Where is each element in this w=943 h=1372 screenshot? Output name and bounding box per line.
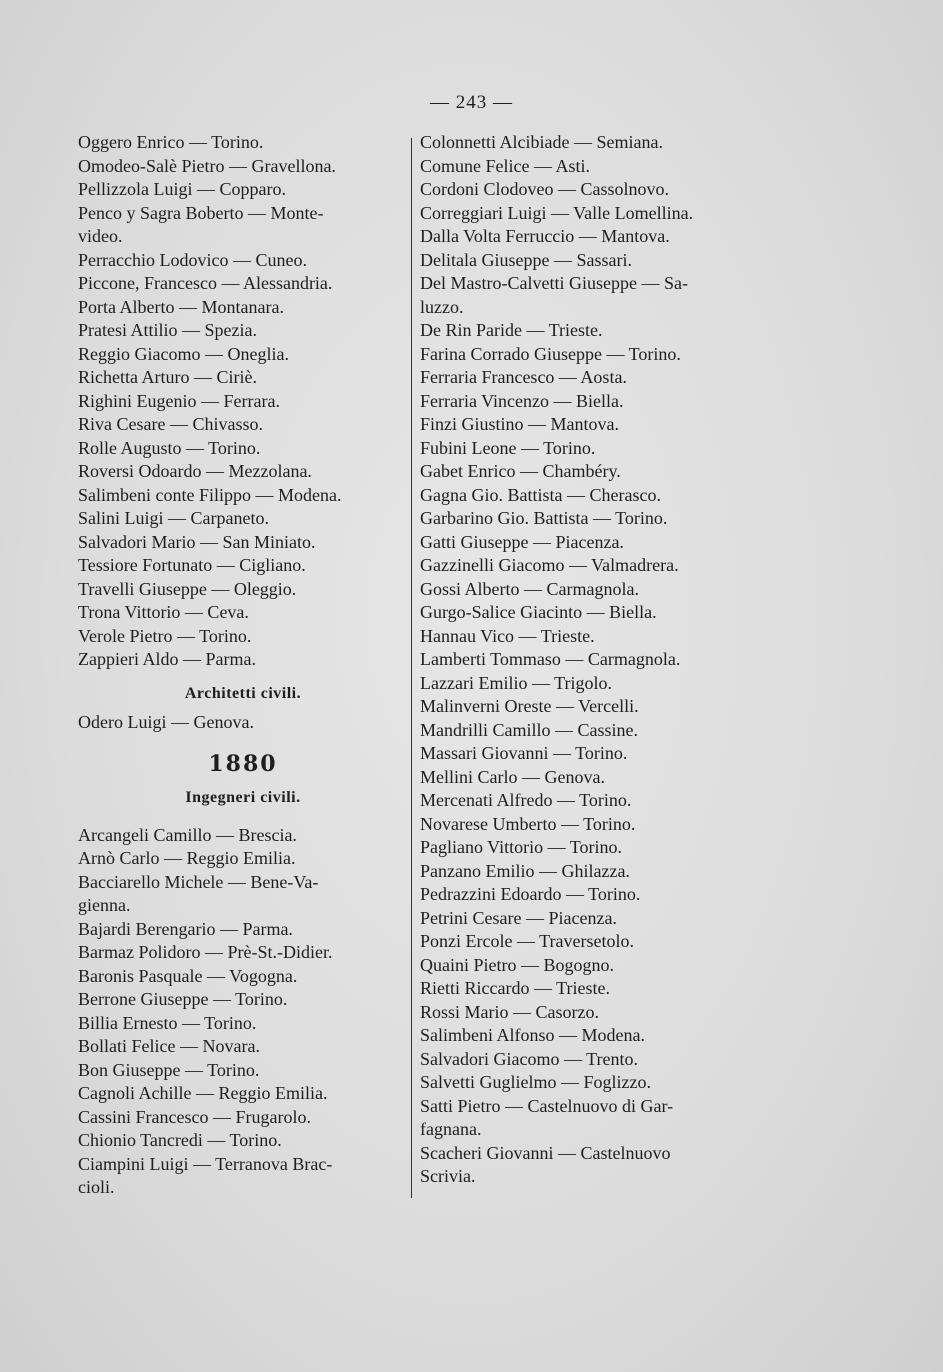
list-item [78,578,408,602]
entry-text: Quaini Pietro — Bogogno. [420,954,614,975]
architetti-heading: Architetti civili. [184,684,302,702]
entry-text: Mandrilli Camillo — Cassine. [420,719,638,740]
list-item [78,437,408,461]
list-item [78,413,408,437]
list-item [420,1142,750,1189]
entry-text: Massari Giovanni — Torino. [420,743,628,763]
list-item [420,554,750,578]
list-item [420,155,750,179]
entry-text: Finzi Giustino — Mantova. [420,414,619,434]
list-item [78,988,408,1012]
list-item [420,249,750,273]
list-item [420,1001,750,1025]
entry-text: Gagna Gio. Battista — Cherasco. [420,484,661,505]
list-item [420,1024,750,1048]
list-item [78,296,408,320]
entry-text: Salimbeni Alfonso — Modena. [420,1025,645,1045]
list-item [420,1071,750,1095]
entry-text: Salimbeni conte Filippo — Modena. [78,484,342,505]
entry-text: Travelli Giuseppe — Oleggio. [78,578,297,599]
ingegneri-list [78,824,408,1200]
left-entry-list [78,131,408,672]
entry-text: Ferraria Francesco — Aosta. [420,367,627,387]
entry-text: Hannau Vico — Trieste. [420,625,595,646]
entry-text: Penco y Sagra Boberto — Monte- [78,202,324,223]
entry-text: Riva Cesare — Chivasso. [78,414,263,434]
entry-text: Righini Eugenio — Ferrara. [78,390,280,411]
list-item [78,1082,408,1106]
ingegneri-heading: Ingegneri civili. [185,789,301,806]
entry-text: Malinverni Oreste — Vercelli. [420,696,639,716]
entry-text: Ciampini Luigi — Terranova Brac- [78,1153,333,1174]
entry-text: Tessiore Fortunato — Cigliano. [78,555,306,575]
list-item [78,1153,408,1200]
entry-text: Rossi Mario — Casorzo. [420,1001,599,1022]
list-item [78,390,408,414]
list-item [78,155,408,179]
entry-text: Ponzi Ercole — Traversetolo. [420,931,634,951]
entry-text: Lazzari Emilio — Trigolo. [420,672,612,693]
entry-text: Odero Luigi — Genova. [78,712,254,732]
list-item [78,343,408,367]
entry-text: Satti Pietro — Castelnuovo di Gar- [420,1095,674,1116]
list-item [420,836,750,860]
list-item [78,1129,408,1153]
list-item [420,930,750,954]
entry-text: Piccone, Francesco — Alessandria. [78,273,333,293]
list-item [420,883,750,907]
list-item [78,601,408,625]
list-item [78,941,408,965]
list-item [420,343,750,367]
entry-continuation: video. [78,226,123,246]
entry-text: Cordoni Clodoveo — Cassolnovo. [420,179,670,199]
entry-text: Farina Corrado Giuseppe — Torino. [420,343,681,364]
entry-text: Zappieri Aldo — Parma. [78,649,256,669]
entry-text: Scacheri Giovanni — Castelnuovo [420,1142,671,1163]
list-item [420,413,750,437]
entry-continuation: fagnana. [420,1119,482,1139]
entry-text: Barmaz Polidoro — Prè-St.-Didier. [78,942,333,962]
entry-text: De Rin Paride — Trieste. [420,320,603,340]
entry-text: Oggero Enrico — Torino. [78,132,264,152]
list-item [78,249,408,273]
list-item [78,272,408,296]
list-item [420,907,750,931]
entry-text: Cagnoli Achille — Reggio Emilia. [78,1083,328,1103]
right-entry-list [420,131,750,1189]
list-item [78,202,408,249]
entry-text: Garbarino Gio. Battista — Torino. [420,508,668,528]
entry-text: Dalla Volta Ferruccio — Mantova. [420,226,670,246]
architetti-list [78,711,408,735]
list-item [78,554,408,578]
year-heading: 1880 [208,750,278,777]
entry-text: Bon Giuseppe — Torino. [78,1059,260,1080]
entry-text: Mellini Carlo — Genova. [420,766,605,787]
list-item [420,954,750,978]
list-item [78,824,408,848]
list-item [420,766,750,790]
list-item [78,507,408,531]
list-item [420,648,750,672]
list-item [420,813,750,837]
entry-text: Bollati Felice — Novara. [78,1036,260,1056]
entry-text: Bajardi Berengario — Parma. [78,918,293,939]
entry-text: Delitala Giuseppe — Sassari. [420,249,632,270]
entry-text: Pedrazzini Edoardo — Torino. [420,884,641,904]
entry-text: Pellizzola Luigi — Copparo. [78,179,286,199]
entry-text: Gabet Enrico — Chambéry. [420,461,621,481]
list-item [420,578,750,602]
entry-text: Gurgo-Salice Giacinto — Biella. [420,602,657,622]
entry-text: Reggio Giacomo — Oneglia. [78,343,289,364]
list-item [78,460,408,484]
list-item [420,625,750,649]
entry-continuation: gienna. [78,895,131,915]
entry-text: Ferraria Vincenzo — Biella. [420,390,624,411]
list-item [78,531,408,555]
entry-text: Lamberti Tommaso — Carmagnola. [420,649,681,669]
entry-text: Trona Vittorio — Ceva. [78,602,249,622]
list-item [420,1095,750,1142]
entry-text: Gossi Alberto — Carmagnola. [420,578,639,599]
entry-text: Rietti Riccardo — Trieste. [420,978,610,998]
entry-continuation: luzzo. [420,296,464,317]
list-item [420,601,750,625]
entry-text: Perracchio Lodovico — Cuneo. [78,249,307,270]
list-item [78,484,408,508]
list-item [420,742,750,766]
entry-text: Fubini Leone — Torino. [420,437,596,458]
list-item [78,1012,408,1036]
list-item [78,131,408,155]
entry-text: Panzano Emilio — Ghilazza. [420,860,630,881]
entry-text: Del Mastro-Calvetti Giuseppe — Sa- [420,273,688,293]
list-item [78,871,408,918]
list-item [420,719,750,743]
list-item [420,695,750,719]
list-item [420,484,750,508]
entry-text: Porta Alberto — Montanara. [78,296,284,317]
list-item [420,225,750,249]
list-item [420,507,750,531]
entry-text: Salvadori Mario — San Miniato. [78,531,316,552]
list-item [420,977,750,1001]
column-divider [411,138,412,1198]
list-item [420,437,750,461]
list-item [420,131,750,155]
list-item [420,272,750,319]
entry-text: Salini Luigi — Carpaneto. [78,508,269,528]
list-item [420,319,750,343]
right-column [420,131,750,1189]
entry-text: Rolle Augusto — Torino. [78,437,261,458]
entry-text: Verole Pietro — Torino. [78,625,252,646]
list-item [420,460,750,484]
list-item [420,860,750,884]
entry-text: Comune Felice — Asti. [420,155,590,176]
list-item [78,319,408,343]
list-item [78,648,408,672]
list-item [420,1048,750,1072]
list-item [78,1035,408,1059]
entry-text: Richetta Arturo — Ciriè. [78,367,257,387]
page-number: — 243 — [430,92,513,113]
list-item [420,202,750,226]
entry-text: Berrone Giuseppe — Torino. [78,989,288,1009]
left-column [78,131,408,1200]
entry-text: Arcangeli Camillo — Brescia. [78,824,297,845]
list-item [78,178,408,202]
entry-text: Arnò Carlo — Reggio Emilia. [78,848,296,868]
entry-text: Pratesi Attilio — Spezia. [78,320,257,340]
entry-text: Salvetti Guglielmo — Foglizzo. [420,1072,651,1092]
list-item [78,965,408,989]
entry-text: Gazzinelli Giacomo — Valmadrera. [420,555,679,575]
list-item [420,672,750,696]
entry-text: Gatti Giuseppe — Piacenza. [420,531,624,552]
entry-text: Roversi Odoardo — Mezzolana. [78,461,312,481]
list-item [78,1059,408,1083]
list-item [420,366,750,390]
list-item [78,1106,408,1130]
entry-text: Cassini Francesco — Frugarolo. [78,1106,311,1127]
entry-text: Chionio Tancredi — Torino. [78,1130,282,1150]
entry-text: Colonnetti Alcibiade — Semiana. [420,132,663,152]
list-item [78,625,408,649]
entry-continuation: cioli. [78,1177,115,1197]
list-item [78,918,408,942]
list-item [420,178,750,202]
entry-text: Pagliano Vittorio — Torino. [420,837,622,857]
list-item [420,789,750,813]
entry-continuation: Scrivia. [420,1166,476,1186]
list-item [78,711,408,735]
entry-text: Correggiari Luigi — Valle Lomellina. [420,202,694,223]
spacer [78,816,408,824]
list-item [78,366,408,390]
list-item [78,847,408,871]
entry-text: Billia Ernesto — Torino. [78,1012,257,1033]
entry-text: Novarese Umberto — Torino. [420,813,636,834]
list-item [420,531,750,555]
entry-text: Baronis Pasquale — Vogogna. [78,965,298,986]
entry-text: Bacciarello Michele — Bene-Va- [78,871,319,892]
list-item [420,390,750,414]
entry-text: Mercenati Alfredo — Torino. [420,790,632,810]
entry-text: Salvadori Giacomo — Trento. [420,1048,638,1069]
entry-text: Omodeo-Salè Pietro — Gravellona. [78,155,336,176]
entry-text: Petrini Cesare — Piacenza. [420,907,617,928]
